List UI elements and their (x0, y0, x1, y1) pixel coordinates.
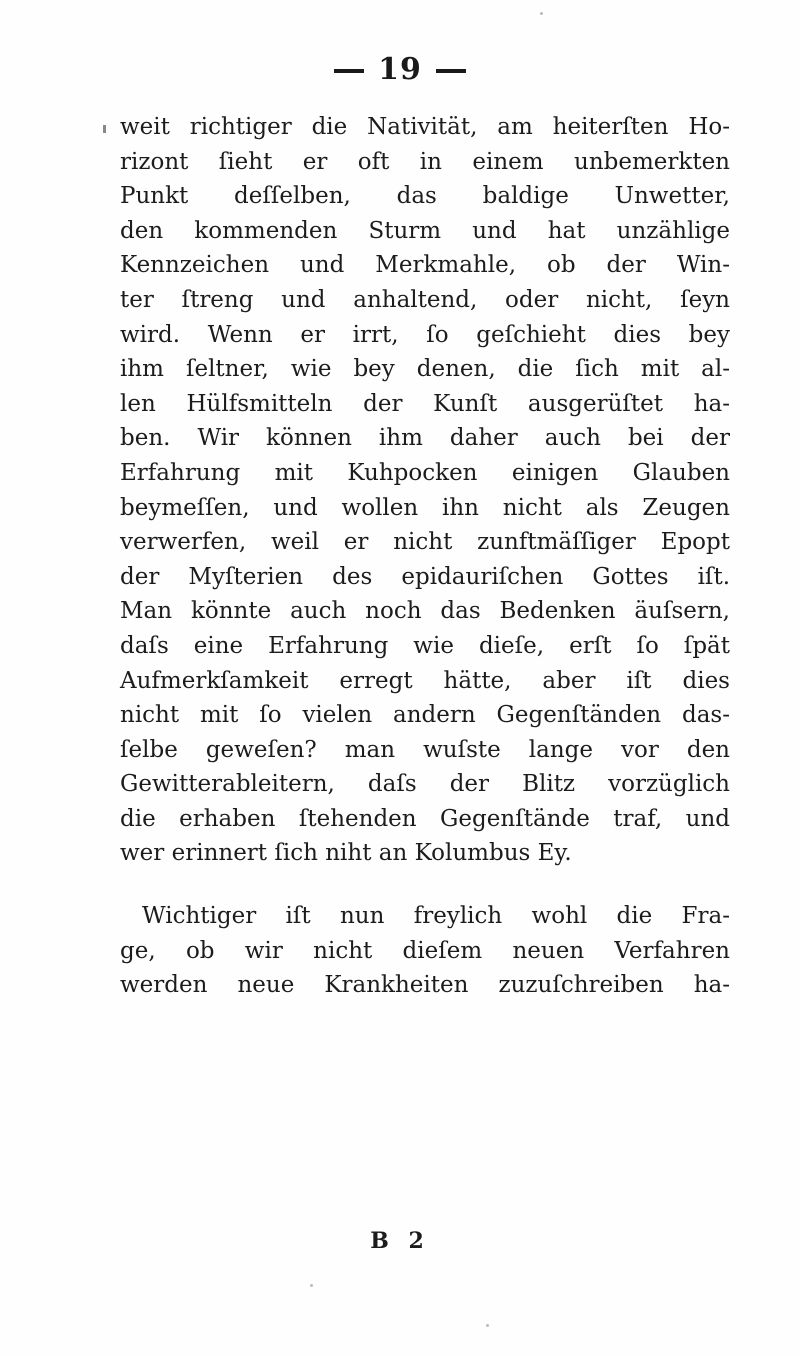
paragraph-2 (120, 899, 730, 1003)
text-line: weit richtiger die Nativität, am heiterſten Ho- (120, 114, 730, 140)
text-line: Punkt deſſelben, das baldige Unwetter, (120, 183, 730, 210)
text-line: der Myſterien des epidauriſchen Gottes iſt. (120, 563, 730, 590)
paper-speck (310, 1284, 313, 1287)
page-number-dash-right (436, 69, 466, 73)
text-line: werden neue Krankheiten zuzuſchreiben ha- (120, 972, 730, 999)
text-line: verwerfen, weil er nicht zunftmäſſiger Epopt (120, 529, 730, 556)
paper-speck (486, 1324, 489, 1327)
text-line: ter ſtreng und anhaltend, oder nicht, ſeyn (120, 286, 730, 313)
page-number-dash-left (334, 69, 364, 73)
paper-speck (540, 12, 543, 15)
signature-mark: B 2 (370, 1228, 430, 1254)
text-line: nicht mit ſo vielen andern Gegenſtänden das- (120, 702, 730, 729)
text-line: ge, ob wir nicht dieſem neuen Verfahren (120, 937, 730, 964)
text-line: Kennzeichen und Merkmahle, ob der Win- (120, 252, 730, 279)
paragraph-gap (120, 871, 730, 899)
text-line: beymeſſen, und wollen ihn nicht als Zeugen (120, 494, 730, 521)
text-line: len Hülfsmitteln der Kunſt ausgerüſtet ha- (120, 390, 730, 417)
text-line: den kommenden Sturm und hat unzählige (120, 217, 730, 244)
text-line: Aufmerkſamkeit erregt hätte, aber iſt dies (120, 667, 730, 694)
page-number-value: 19 (378, 52, 422, 87)
page-number (0, 52, 800, 87)
text-line: die erhaben ſtehenden Gegenſtände traf, und (120, 805, 730, 832)
text-line: ſelbe geweſen? man wuſste lange vor den (120, 736, 730, 763)
text-line: Man könnte auch noch das Bedenken äuſsern, (120, 598, 730, 625)
text-line: Gewitterableitern, daſs der Blitz vorzüglich (120, 771, 730, 798)
text-line: wird. Wenn er irrt, ſo geſchieht dies bey (120, 321, 730, 348)
text-line: ben. Wir können ihm daher auch bei der (120, 425, 730, 452)
text-line: Erfahrung mit Kuhpocken einigen Glauben (120, 459, 730, 486)
margin-mark (103, 125, 106, 133)
body-text (120, 110, 730, 1003)
text-line: ihm ſeltner, wie bey denen, die ſich mit al- (120, 356, 730, 383)
text-line: daſs eine Erfahrung wie dieſe, erſt ſo ſpät (120, 632, 730, 659)
text-line: rizont ſieht er oft in einem unbemerkten (120, 148, 730, 175)
paragraph-1 (120, 110, 730, 871)
text-line: wer erinnert ſich niht an Kolumbus Ey. (120, 840, 572, 867)
text-line: Wichtiger iſt nun freylich wohl die Fra- (142, 903, 730, 930)
